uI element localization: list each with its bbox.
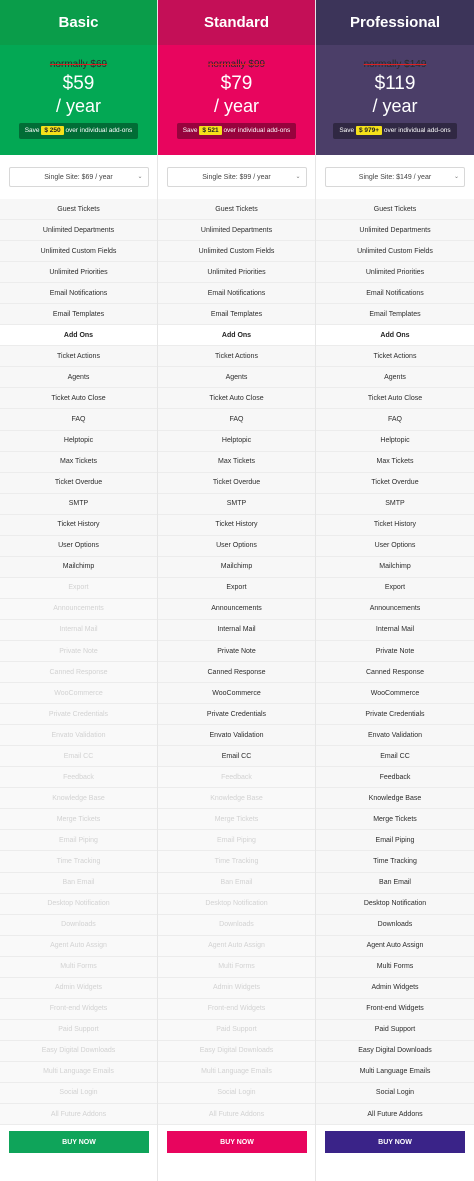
feature-item: Front-end Widgets — [316, 999, 474, 1020]
feature-item: Multi Language Emails — [0, 1062, 157, 1083]
feature-item: Announcements — [316, 599, 474, 620]
feature-item: All Future Addons — [0, 1104, 157, 1125]
feature-item: Internal Mail — [316, 620, 474, 641]
feature-item: Helptopic — [158, 431, 315, 452]
chevron-down-icon: ⌄ — [453, 174, 459, 180]
feature-item: All Future Addons — [316, 1104, 474, 1125]
feature-item: Unlimited Departments — [158, 220, 315, 241]
buy-wrap — [316, 1131, 474, 1153]
license-select-value: Single Site: $99 / year — [202, 173, 271, 181]
plan-name: Basic — [0, 0, 157, 45]
feature-item: Private Note — [158, 641, 315, 662]
normal-price: normally $69 — [49, 59, 108, 70]
buy-wrap — [158, 1131, 316, 1153]
feature-item: Email CC — [0, 746, 157, 767]
feature-item: Ticket Auto Close — [158, 388, 315, 409]
feature-item: FAQ — [316, 409, 474, 430]
feature-item: Ticket Overdue — [0, 473, 157, 494]
save-amount: $ 521 — [199, 126, 221, 135]
license-select-wrap — [316, 155, 474, 199]
feature-item: Time Tracking — [316, 851, 474, 872]
feature-item: Agent Auto Assign — [0, 936, 157, 957]
plan-price: $59 — [62, 73, 95, 94]
feature-item: Private Credentials — [158, 704, 315, 725]
feature-item: Email CC — [316, 746, 474, 767]
feature-item: Downloads — [0, 915, 157, 936]
feature-item: Canned Response — [158, 662, 315, 683]
price-box — [316, 45, 474, 155]
feature-item: Ban Email — [158, 873, 315, 894]
plan-column-0 — [0, 0, 158, 1181]
feature-item: Unlimited Custom Fields — [316, 241, 474, 262]
plan-price: $79 — [220, 73, 253, 94]
feature-item: FAQ — [158, 409, 315, 430]
feature-item: Feedback — [158, 767, 315, 788]
feature-item: Unlimited Departments — [316, 220, 474, 241]
license-select[interactable] — [9, 167, 149, 187]
chevron-down-icon: ⌄ — [295, 174, 301, 180]
feature-item: Social Login — [0, 1083, 157, 1104]
plan-name: Professional — [316, 0, 474, 45]
feature-item: Multi Forms — [0, 957, 157, 978]
feature-item: Email Piping — [316, 830, 474, 851]
feature-item: Email CC — [158, 746, 315, 767]
plan-period: / year — [372, 96, 418, 116]
feature-item: Private Note — [316, 641, 474, 662]
feature-item: Multi Language Emails — [316, 1062, 474, 1083]
save-prefix: Save — [24, 127, 40, 134]
feature-item: Agents — [316, 367, 474, 388]
feature-item: Ticket Auto Close — [316, 388, 474, 409]
plan-period: / year — [55, 96, 102, 116]
feature-item: Mailchimp — [316, 557, 474, 578]
feature-item: Email Templates — [158, 304, 315, 325]
feature-item: Guest Tickets — [316, 199, 474, 220]
save-prefix: Save — [182, 127, 198, 134]
feature-item: Private Credentials — [316, 704, 474, 725]
feature-item: Envato Validation — [158, 725, 315, 746]
feature-item: Agents — [158, 367, 315, 388]
plan-price: $119 — [374, 73, 416, 94]
feature-item: Helptopic — [0, 431, 157, 452]
feature-item: User Options — [316, 536, 474, 557]
feature-item: Envato Validation — [0, 725, 157, 746]
feature-item: Merge Tickets — [316, 809, 474, 830]
feature-item: Guest Tickets — [158, 199, 315, 220]
feature-item: User Options — [158, 536, 315, 557]
feature-item: SMTP — [0, 494, 157, 515]
feature-item: Knowledge Base — [158, 788, 315, 809]
section-header-add-ons: Add Ons — [0, 325, 157, 346]
feature-item: Paid Support — [316, 1020, 474, 1041]
feature-item: Time Tracking — [0, 851, 157, 872]
save-suffix: over individual add-ons — [223, 127, 291, 134]
license-select-value: Single Site: $69 / year — [44, 173, 113, 181]
feature-item: Admin Widgets — [158, 978, 315, 999]
section-header-add-ons: Add Ons — [316, 325, 474, 346]
feature-item: SMTP — [158, 494, 315, 515]
feature-item: Envato Validation — [316, 725, 474, 746]
feature-item: Desktop Notification — [316, 894, 474, 915]
feature-item: Admin Widgets — [0, 978, 157, 999]
feature-item: Unlimited Priorities — [316, 262, 474, 283]
feature-item: Merge Tickets — [0, 809, 157, 830]
feature-item: Unlimited Custom Fields — [0, 241, 157, 262]
feature-item: Ticket Auto Close — [0, 388, 157, 409]
feature-item: Knowledge Base — [0, 788, 157, 809]
save-amount: $ 979+ — [356, 126, 382, 135]
feature-item: Internal Mail — [158, 620, 315, 641]
feature-item: Internal Mail — [0, 620, 157, 641]
feature-item: Ticket Overdue — [158, 473, 315, 494]
feature-item: Agent Auto Assign — [158, 936, 315, 957]
save-suffix: over individual add-ons — [65, 127, 133, 134]
feature-item: Mailchimp — [158, 557, 315, 578]
feature-item: Multi Forms — [316, 957, 474, 978]
feature-item: WooCommerce — [316, 683, 474, 704]
buy-wrap — [0, 1131, 158, 1153]
savings-badge — [177, 123, 297, 139]
buy-now-button[interactable]: BUY NOW — [167, 1131, 307, 1153]
feature-item: Admin Widgets — [316, 978, 474, 999]
feature-item: Ticket Actions — [158, 346, 315, 367]
feature-item: Email Templates — [0, 304, 157, 325]
feature-item: Announcements — [158, 599, 315, 620]
feature-item: Ticket History — [316, 515, 474, 536]
feature-item: Email Piping — [158, 830, 315, 851]
price-box — [158, 45, 315, 155]
feature-item: User Options — [0, 536, 157, 557]
feature-item: Social Login — [316, 1083, 474, 1104]
feature-item: Unlimited Custom Fields — [158, 241, 315, 262]
feature-item: Front-end Widgets — [0, 999, 157, 1020]
feature-item: Ban Email — [316, 873, 474, 894]
feature-item: FAQ — [0, 409, 157, 430]
feature-item: Social Login — [158, 1083, 315, 1104]
license-select[interactable] — [167, 167, 307, 187]
feature-item: Paid Support — [158, 1020, 315, 1041]
feature-item: Multi Forms — [158, 957, 315, 978]
feature-item: Agents — [0, 367, 157, 388]
feature-item: Email Notifications — [158, 283, 315, 304]
license-select-wrap — [0, 155, 157, 199]
feature-item: Downloads — [158, 915, 315, 936]
feature-item: All Future Addons — [158, 1104, 315, 1125]
feature-item: Ticket History — [0, 515, 157, 536]
feature-item: Paid Support — [0, 1020, 157, 1041]
feature-item: Canned Response — [316, 662, 474, 683]
savings-badge — [19, 123, 139, 139]
price-box — [0, 45, 157, 155]
feature-item: Email Piping — [0, 830, 157, 851]
plan-name: Standard — [158, 0, 315, 45]
save-amount: $ 250 — [41, 126, 63, 135]
feature-item: Feedback — [0, 767, 157, 788]
feature-list — [316, 199, 474, 1125]
license-select[interactable] — [325, 167, 465, 187]
feature-item: WooCommerce — [0, 683, 157, 704]
feature-item: Ticket Actions — [0, 346, 157, 367]
save-prefix: Save — [339, 127, 355, 134]
license-select-wrap — [158, 155, 315, 199]
feature-item: Email Templates — [316, 304, 474, 325]
feature-item: Unlimited Priorities — [0, 262, 157, 283]
feature-item: Unlimited Departments — [0, 220, 157, 241]
feature-item: Mailchimp — [0, 557, 157, 578]
feature-item: Front-end Widgets — [158, 999, 315, 1020]
feature-item: Private Note — [0, 641, 157, 662]
feature-item: Downloads — [316, 915, 474, 936]
feature-item: Export — [158, 578, 315, 599]
feature-list — [158, 199, 315, 1125]
feature-item: Unlimited Priorities — [158, 262, 315, 283]
feature-item: Easy Digital Downloads — [158, 1041, 315, 1062]
feature-item: WooCommerce — [158, 683, 315, 704]
buy-now-button[interactable]: BUY NOW — [9, 1131, 149, 1153]
feature-item: Merge Tickets — [158, 809, 315, 830]
plan-column-2 — [316, 0, 474, 1181]
chevron-down-icon: ⌄ — [137, 174, 143, 180]
feature-item: Canned Response — [0, 662, 157, 683]
save-suffix: over individual add-ons — [383, 127, 451, 134]
feature-item: Ticket Overdue — [316, 473, 474, 494]
feature-item: Time Tracking — [158, 851, 315, 872]
feature-item: Knowledge Base — [316, 788, 474, 809]
plan-period: / year — [213, 96, 260, 116]
feature-item: Ban Email — [0, 873, 157, 894]
feature-item: Agent Auto Assign — [316, 936, 474, 957]
section-header-add-ons: Add Ons — [158, 325, 315, 346]
feature-item: Email Notifications — [0, 283, 157, 304]
plan-column-1 — [158, 0, 316, 1181]
normal-price: normally $99 — [207, 59, 266, 70]
license-select-value: Single Site: $149 / year — [358, 173, 432, 181]
feature-item: Ticket Actions — [316, 346, 474, 367]
feature-item: Email Notifications — [316, 283, 474, 304]
feature-item: Desktop Notification — [158, 894, 315, 915]
buy-now-button[interactable]: BUY NOW — [325, 1131, 465, 1153]
savings-badge — [333, 123, 456, 139]
feature-item: Easy Digital Downloads — [0, 1041, 157, 1062]
normal-price: normally $149 — [363, 59, 427, 70]
feature-item: Export — [0, 578, 157, 599]
feature-item: Private Credentials — [0, 704, 157, 725]
feature-item: Easy Digital Downloads — [316, 1041, 474, 1062]
feature-item: Feedback — [316, 767, 474, 788]
feature-item: Desktop Notification — [0, 894, 157, 915]
feature-item: Multi Language Emails — [158, 1062, 315, 1083]
feature-item: Guest Tickets — [0, 199, 157, 220]
feature-item: Max Tickets — [316, 452, 474, 473]
feature-item: Max Tickets — [0, 452, 157, 473]
feature-item: SMTP — [316, 494, 474, 515]
feature-item: Ticket History — [158, 515, 315, 536]
feature-list — [0, 199, 157, 1125]
feature-item: Max Tickets — [158, 452, 315, 473]
feature-item: Announcements — [0, 599, 157, 620]
feature-item: Helptopic — [316, 431, 474, 452]
feature-item: Export — [316, 578, 474, 599]
